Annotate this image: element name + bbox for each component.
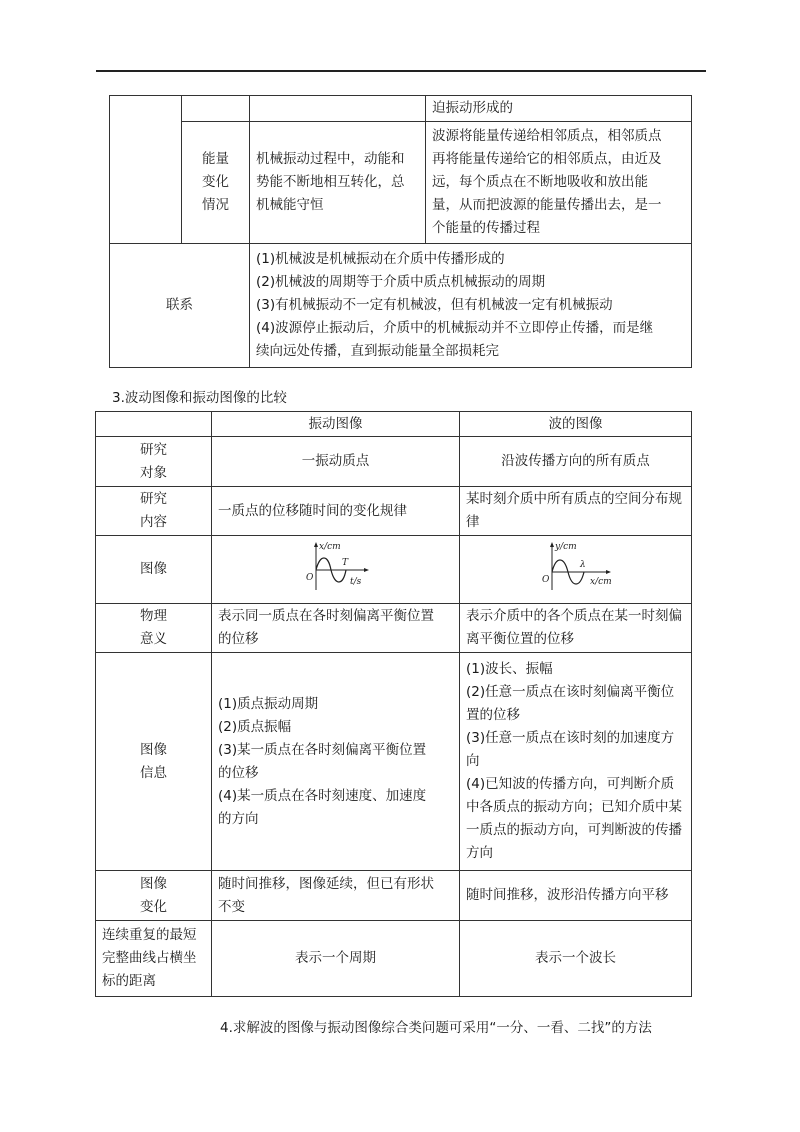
relation-label: 联系: [110, 244, 250, 368]
vib-change: 随时间推移，图像延续，但已有形状 不变: [212, 871, 460, 921]
table-header-row: [96, 412, 692, 437]
vibration-graph: [300, 540, 372, 592]
table-cell-empty: [110, 96, 182, 244]
wave-distance: 表示一个波长: [460, 921, 692, 997]
table-row: [96, 487, 692, 536]
row-label-meaning: 物理 意义: [96, 604, 212, 653]
vib-period-mark: T: [341, 557, 348, 568]
table-row: [110, 96, 692, 122]
table-row: [96, 871, 692, 921]
row-label-image: 图像: [96, 536, 212, 604]
mech-comparison-table: [109, 95, 692, 368]
header-vibration: 振动图像: [212, 412, 460, 437]
wave-x-arrow: [606, 570, 611, 574]
relation-text: (1)机械波是机械振动在介质中传播形成的 (2)机械波的周期等于介质中质点机械振动的周期 (3)有机械振动不一定有机械波，但有机械波一定有机械振动 (4)波源停止振动后，介质中的机械振动并不立即停止传播，而是继 续向远处传播，直到振动能量全部损耗完: [250, 244, 692, 368]
table-row-image: [96, 536, 692, 604]
table-row-energy: [110, 122, 692, 244]
vib-info: (1)质点振动周期 (2)质点振幅 (3)某一质点在各时刻偏离平衡位置 的位移 (4)某一质点在各时刻速度、加速度 的方向: [212, 653, 460, 871]
row-label-object: 研究 对象: [96, 437, 212, 487]
row-label-content: 研究 内容: [96, 487, 212, 536]
row-label-change: 图像 变化: [96, 871, 212, 921]
table-row: [96, 604, 692, 653]
vib-content: 一质点的位移随时间的变化规律: [212, 487, 460, 536]
row-label-info: 图像 信息: [96, 653, 212, 871]
graph-comparison-table: [95, 411, 692, 997]
wave-length-mark: λ: [579, 559, 586, 570]
vib-graph-cell: [212, 536, 460, 604]
vib-y-arrow: [314, 542, 318, 547]
table-row: [96, 437, 692, 487]
wave-info: (1)波长、振幅 (2)任意一质点在该时刻偏离平衡位 置的位移 (3)任意一质点在该时刻的加速度方 向 (4)已知波的传播方向，可判断介质 中各质点的振动方向；已知介质中某 一质点的振动方向，可判断波的传播 方向: [460, 653, 692, 871]
table-cell-empty: [182, 96, 250, 122]
wave-object: 沿波传播方向的所有质点: [460, 437, 692, 487]
vib-x-arrow: [364, 568, 369, 572]
table-row-relation: [110, 244, 692, 368]
wave-graph-cell: [460, 536, 692, 604]
table-cell-empty: [250, 96, 426, 122]
wave-y-label: y/cm: [554, 541, 577, 552]
vib-origin: O: [305, 572, 313, 583]
vib-distance: 表示一个周期: [212, 921, 460, 997]
mech-vibration-energy: 机械振动过程中，动能和 势能不断地相互转化，总 机械能守恒: [250, 122, 426, 244]
energy-label: 能量 变化 情况: [182, 122, 250, 244]
table-cell-empty: [96, 412, 212, 437]
section-3-title: 3.波动图像和振动图像的比较: [112, 390, 287, 406]
wave-graph: [536, 540, 616, 592]
row-label-distance: 连续重复的最短 完整曲线占横坐 标的距离: [96, 921, 212, 997]
table-row: [96, 921, 692, 997]
mech-wave-energy: 波源将能量传递给相邻质点，相邻质点 再将能量传递给它的相邻质点，由近及 远，每个质点在不断地吸收和放出能 量，从而把波源的能量传播出去，是一 个能量的传播过程: [426, 122, 692, 244]
header-wave: 波的图像: [460, 412, 692, 437]
vib-y-label: x/cm: [318, 541, 341, 552]
header-rule: [96, 70, 706, 72]
wave-content: 某时刻介质中所有质点的空间分布规 律: [460, 487, 692, 536]
vib-meaning: 表示同一质点在各时刻偏离平衡位置 的位移: [212, 604, 460, 653]
vib-x-label: t/s: [349, 576, 361, 587]
vib-object: 一振动质点: [212, 437, 460, 487]
section-4-title: 4.求解波的图像与振动图像综合类问题可采用“一分、一看、二找”的方法: [220, 1020, 652, 1036]
wave-meaning: 表示介质中的各个质点在某一时刻偏 离平衡位置的位移: [460, 604, 692, 653]
wave-formation-text: 迫振动形成的: [426, 96, 692, 122]
table-row-info: [96, 653, 692, 871]
wave-origin: O: [541, 574, 549, 585]
wave-change: 随时间推移，波形沿传播方向平移: [460, 871, 692, 921]
wave-y-arrow: [550, 542, 554, 547]
wave-x-label: x/cm: [589, 576, 612, 587]
